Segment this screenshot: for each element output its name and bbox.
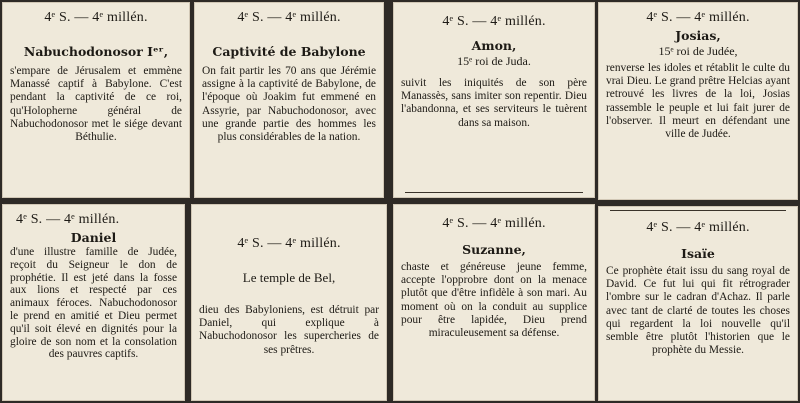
- card-body: renverse les idoles et rétablit le culte du vrai Dieu. Le grand prêtre Helcias ayant retrouvé les livres de la loi, Josias rassemble le peuple et lui fait jurer de l'observer. Il meurt en défendant une ville de Judée.: [606, 62, 790, 141]
- card-series: 4ᵉ S. — 4ᵉ millén.: [16, 212, 120, 227]
- card-title: Isaïe: [681, 246, 715, 261]
- card-title: Daniel: [70, 230, 117, 245]
- card-title: Suzanne,: [462, 242, 526, 257]
- card-series: 4ᵉ S. — 4ᵉ millén.: [646, 10, 750, 25]
- card-series: 4ᵉ S. — 4ᵉ millén.: [442, 14, 546, 29]
- card-series: 4ᵉ S. — 4ᵉ millén.: [646, 220, 750, 235]
- card-bottom-rule: [405, 192, 583, 193]
- card-daniel: [2, 204, 185, 401]
- card-series: 4ᵉ S. — 4ᵉ millén.: [442, 216, 546, 231]
- card-top-rule: [610, 210, 786, 211]
- card-title: Amon,: [471, 38, 517, 53]
- card-title: Josias,: [675, 28, 721, 43]
- card-captivite-babylone: [194, 2, 384, 198]
- card-body: d'une illustre famille de Judée, reçoit du Seigneur le don de prophétie. Il est jeté dans la fosse aux lions et respecté par ces animaux féroces. Nabuchodonosor le prend en amitié et Dieu permet qu'il soit élevé en dignités pour la gloire de son nom et la consolation des pauvres captifs.: [10, 246, 177, 361]
- card-body: Ce prophète était issu du sang royal de David. Ce fut lui qui fit rétrograder l'ombre sur le cadran d'Achaz. Il parle avec tant de clarté de toutes les choses qui regardent la loi nouvelle qu'il semble être plutôt l'historien que le prophète du Messie.: [606, 265, 790, 357]
- card-body: s'empare de Jérusalem et emmène Manassé captif à Babylone. C'est pendant la captivité de ce roi, qu'Holopherne général de Nabuchodonosor met le siége devant Béthulie.: [10, 65, 182, 144]
- card-isaie: [598, 206, 798, 401]
- card-amon: [393, 2, 595, 198]
- card-temple-de-bel: [191, 204, 387, 401]
- card-series: 4ᵉ S. — 4ᵉ millén.: [237, 236, 341, 251]
- card-series: 4ᵉ S. — 4ᵉ millén.: [44, 10, 148, 25]
- card-title: Nabuchodonosor Iᵉʳ,: [23, 44, 169, 59]
- card-body: dieu des Babyloniens, est détruit par Daniel, qui explique à Nabuchodonosor les supercheries de ses prêtres.: [199, 304, 379, 356]
- card-body: suivit les iniquités de son père Manassès, sans imiter son repentir. Dieu l'abandonna, et ses serviteurs le tuèrent dans sa maison.: [401, 77, 587, 129]
- card-subtitle: 15ᵉ roi de Juda.: [457, 54, 531, 68]
- card-title: Captivité de Babylone: [212, 44, 366, 59]
- card-nabuchodonosor: [2, 2, 190, 198]
- card-body: On fait partir les 70 ans que Jérémie assigne à la captivité de Babylone, de l'époque où Joakim fut emmené en Assyrie, par Nabuchodonosor, avec une grande partie des hommes les plus considérables de la nation.: [202, 65, 376, 144]
- card-series: 4ᵉ S. — 4ᵉ millén.: [237, 10, 341, 25]
- card-josias: [598, 2, 798, 200]
- card-suzanne: [393, 204, 595, 401]
- card-title: Le temple de Bel,: [242, 270, 336, 285]
- card-subtitle: 15ᵉ roi de Judée,: [658, 44, 738, 58]
- card-body: chaste et généreuse jeune femme, accepte l'opprobre dont on la menace plutôt que d'être infidèle à son mari. Au moment où on la conduit au supplice pour être lapidée, Dieu prend miraculeusement sa défense.: [401, 261, 587, 340]
